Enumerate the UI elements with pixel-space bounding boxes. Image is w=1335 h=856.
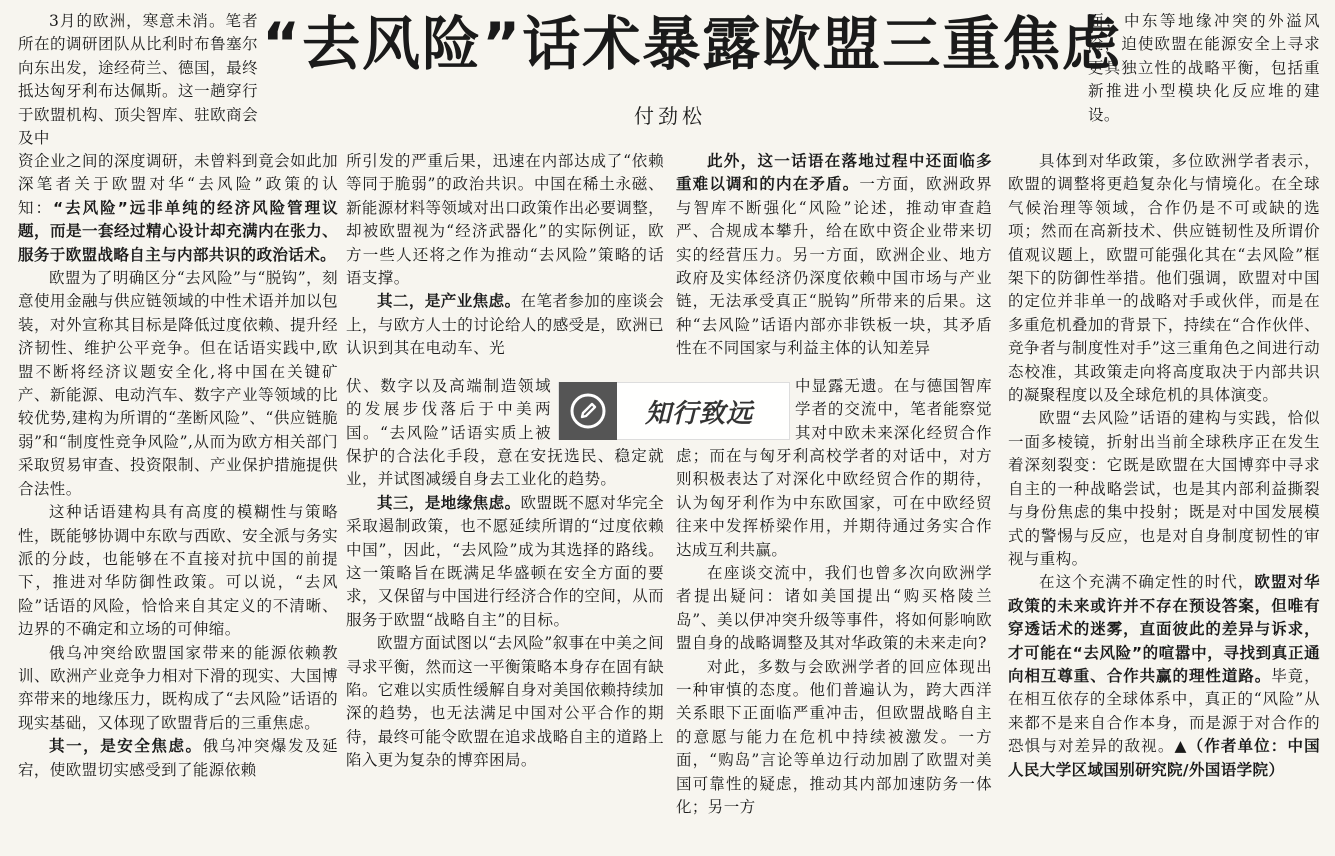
paragraph [18, 150, 338, 267]
column-4-top [1088, 10, 1320, 150]
text-run: 毕竟，在相互依存的全球体系中，真正的“风险”从来都不是来自合作本身，而是源于对合作的恐惧与对差异的敌视。▲ [1008, 666, 1320, 756]
article-title: “去风险”话术暴露欧盟三重焦虑 [262, 10, 1123, 78]
text-run: 俄乌冲突爆发及延宕，使欧盟切实感受到了能源依赖 [18, 737, 338, 779]
bold-thesis: “去风险”远非单纯的经济风险管理议题，而是一套经过精心设计却充满内在张力、服务于欧盟战略自主与内部共识的政治话术。 [18, 198, 338, 264]
section-lead: 此外，这一话语在落地过程中还面临多重难以调和的内在矛盾。 [676, 152, 992, 194]
paragraph: 面，中东等地缘冲突的外溢风险，迫使欧盟在能源安全上寻求更具独立性的战略平衡，包括重新推进小型模块化反应堆的建设。 [1088, 12, 1320, 124]
column-2-middle [346, 375, 551, 445]
paragraph: 保护的合法化手段，意在安抚选民、稳定就业，并试图减缓自身去工业化的趋势。 [346, 447, 664, 489]
paragraph [346, 290, 664, 360]
text-run: 在笔者参加的座谈会上，与欧方人士的讨论给人的感受是，欧洲已认识到其在电动车、光 [346, 292, 664, 358]
paragraph: 对此，多数与会欧洲学者的回应体现出一种审慎的态度。他们普遍认为，跨大西洋关系眼下正面临严重冲击，但欧盟战略自主的意愿与能力在危机中持续被激发。一方面，“购岛”言论等单边行动加剧了欧盟对美国可靠性的疑虑，推动其内部加速防务一体化；另一方 [676, 657, 992, 817]
column-1 [18, 150, 338, 850]
column-3-middle [795, 375, 992, 445]
column-1-top [18, 10, 258, 150]
paragraph: 所引发的严重后果，迅速在内部达成了“依赖等同于脆弱”的政治共识。中国在稀土永磁、新能源材料等领域对出口政策作出必要调整，却被欧盟视为“经济武器化”的实际例证，欧方一些人还将之作为推动“去风险”策略的话语支撑。 [346, 152, 664, 288]
paragraph: 中显露无遗。在与德国智库学者的交流中，笔者能察觉其对中欧未来深化经贸合作 [795, 377, 992, 442]
author-byline: 付劲松 [634, 104, 706, 128]
section-lead: 其二，是产业焦虑。 [377, 292, 521, 311]
text-run: 欧盟既不愿对华完全采取遏制政策，也不愿延续所谓的“过度依赖中国”，因此，“去风险”成为其选择的路线。这一策略旨在既满足华盛顿在安全方面的要求，又保留与中国进行经济合作的空间，从而服务于欧盟“战略自主”的目标。 [346, 493, 664, 629]
text-run: 资企业之间的深度调研，未曾料到竟会如此加深笔者关于欧盟对华“去风险”政策的认知： [18, 152, 338, 217]
paragraph: 在座谈交流中，我们也曾多次向欧洲学者提出疑问：诸如美国提出“购买格陵兰岛”、美以伊冲突升级等事件，将如何影响欧盟自身的战略调整及其对华政策的未来走向? [676, 564, 992, 653]
paragraph: 虑；而在与匈牙利高校学者的对话中，对方则积极表达了对深化中欧经贸合作的期待，认为匈牙利作为中东欧国家，可在中欧经贸往来中发挥桥梁作用，并期待通过务实合作达成互利共赢。 [676, 447, 992, 559]
text-run: 一方面，欧洲政界与智库不断强化“风险”论述，推动审查趋严、合规成本攀升，给在欧中资企业带来切实的经营压力。另一方面，欧洲企业、地方政府及实体经济仍深度依赖中国市场与产业链，无法承受真正“脱钩”所带来的后果。这种“去风险”话语内部亦非铁板一块，其矛盾性在不同国家与利益主体的认知差异 [676, 175, 992, 358]
paragraph: 这种话语建构具有高度的模糊性与策略性，既能够协调中东欧与西欧、安全派与务实派的分歧，也能够在不直接对抗中国的前提下，推进对华防御性政策。可以说，“去风险”话语的风险，恰恰来自其定义的不清晰、边界的不确定和立场的可伸缩。 [18, 503, 338, 639]
paragraph: 欧盟方面试图以“去风险”叙事在中美之间寻求平衡，然而这一平衡策略本身存在固有缺陷。它难以实质性缓解自身对美国依赖持续加深的趋势，也无法满足中国对公平合作的期待，最终可能令欧盟在追求战略自主的道路上陷入更为复杂的博弈困局。 [346, 634, 664, 770]
paragraph: 伏、数字以及高端制造领域的发展步伐落后于中美两国。“去风险”话语实质上被 [346, 377, 551, 442]
column-4 [1008, 150, 1320, 850]
paragraph [676, 150, 992, 361]
text-run: 在这个充满不确定性的时代， [1039, 573, 1255, 592]
paragraph: 欧盟为了明确区分“去风险”与“脱钩”，刻意使用金融与供应链领域的中性术语并加以包装，对外宣称其目标是降低过度依赖、提升经济韧性、维护公平竞争。但在话语实践中,欧盟不断将经济议题安全化,将中国在关键矿产、新能源、电动汽车、数字产业等领域的比较优势,建构为所谓的“垄断风险”、“供应链脆弱”和“制度性竞争风险”,从而为欧方相关部门采取贸易审查、投资限制、产业保护措施提供合法性。 [18, 269, 338, 498]
paragraph: 3月的欧洲，寒意未消。笔者所在的调研团队从比利时布鲁塞尔向东出发，途经荷兰、德国，最终抵达匈牙利布达佩斯。这一趟穿行于欧盟机构、顶尖智库、驻欧商会及中 [18, 12, 258, 148]
column-2-bottom [346, 445, 664, 850]
section-lead: 其三，是地缘焦虑。 [377, 493, 521, 512]
author-affiliation: （作者单位：中国人民大学区域国别研究院/外国语学院） [1008, 737, 1320, 779]
paragraph [346, 492, 664, 632]
paragraph: 欧盟“去风险”话语的建构与实践，恰似一面多棱镜，折射出当前全球秩序正在发生着深刻裂变：它既是欧盟在大国博弈中寻求自主的一种战略尝试，也是其内部利益撕裂与身份焦虑的集中投射；既是对中国发展模式的警惕与反应，也是对自身制度韧性的审视与重构。 [1008, 409, 1320, 568]
paragraph: 俄乌冲突给欧盟国家带来的能源依赖教训、欧洲产业竞争力相对下滑的现实、大国博弈带来的地缘压力，既构成了“去风险”话语的现实基础，又体现了欧盟背后的三重焦虑。 [18, 643, 338, 732]
column-3-top [676, 150, 992, 375]
bold-conclusion: 欧盟对华政策的未来或许并不存在预设答案，但唯有穿透话术的迷雾，直面彼此的差异与诉求，才可能在“去风险”的喧嚣中，寻找到真正通向相互尊重、合作共赢的理性道路。 [1008, 573, 1320, 685]
watermark-text: 知行致远 [645, 398, 754, 429]
paragraph [18, 735, 338, 782]
column-2-top [346, 150, 664, 375]
section-lead: 其一，是安全焦虑。 [49, 737, 203, 756]
column-3-bottom [676, 445, 992, 850]
paragraph: 具体到对华政策，多位欧洲学者表示，欧盟的调整将更趋复杂化与情境化。在全球气候治理等领域，合作仍是不可或缺的选项；然而在高新技术、供应链韧性及所谓价值观议题上，欧盟可能强化其在“去风险”框架下的防御性举措。他们强调，欧盟对中国的定位并非单一的战略对手或伙伴，而是在多重危机叠加的背景下，持续在“合作伙伴、竞争者与制度性对手”这三重角色之间进行动态校准，其政策走向将高度取决于内部共识的凝聚程度以及全球危机的具体演变。 [1008, 152, 1320, 405]
watermark-logo [558, 382, 790, 440]
paragraph [1008, 571, 1320, 782]
pen-circle-icon [559, 382, 617, 440]
